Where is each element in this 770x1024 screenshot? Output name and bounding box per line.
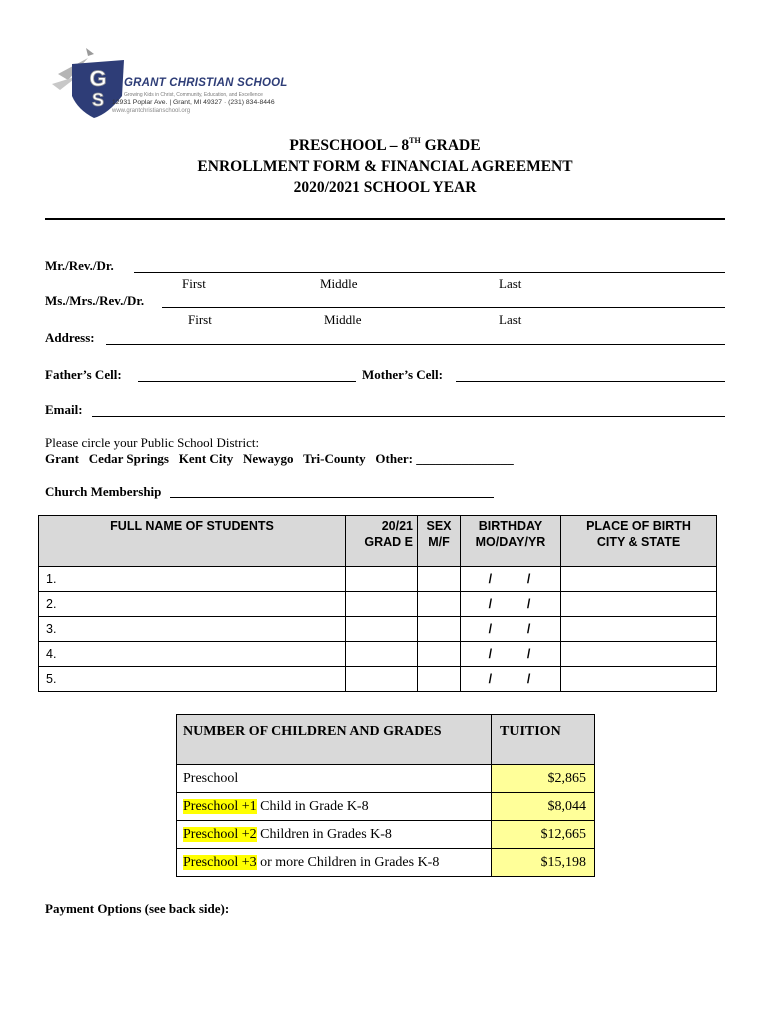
birthday-cell[interactable]: / / [461, 567, 561, 592]
grade-cell[interactable] [346, 592, 418, 617]
table-row [177, 793, 595, 821]
table-row [39, 667, 717, 692]
student-name-cell[interactable]: 2. [39, 592, 346, 617]
father-name-field[interactable] [134, 272, 725, 273]
birthplace-cell[interactable] [561, 642, 717, 667]
table-row [177, 821, 595, 849]
birthplace-cell[interactable] [561, 617, 717, 642]
school-address: 12931 Poplar Ave. | Grant, MI 49327 · (231) 834-8446 [112, 99, 275, 106]
birthplace-cell[interactable] [561, 592, 717, 617]
district-prompt: Please circle your Public School District: [45, 435, 260, 450]
birthday-cell[interactable]: / / [461, 617, 561, 642]
sex-cell[interactable] [418, 592, 461, 617]
tuition-option-text: Children in Grades K-8 [256, 826, 392, 842]
tuition-option [177, 849, 492, 877]
students-table-header [39, 516, 717, 567]
table-row [39, 567, 717, 592]
title-divider [45, 218, 725, 220]
church-membership-field[interactable] [170, 497, 494, 498]
header-sex: SEX M/F [418, 516, 461, 567]
mother-cell-label: Mother’s Cell: [362, 367, 443, 382]
mother-name-label: Ms./Mrs./Rev./Dr. [45, 293, 145, 308]
tuition-price: $12,665 [492, 821, 595, 849]
father-cell-label: Father’s Cell: [45, 367, 122, 382]
tuition-option-text: Preschool [183, 770, 239, 786]
tuition-table-header [177, 715, 595, 765]
district-options[interactable]: Grant Cedar Springs Kent City Newaygo Tri-County Other: _______________ [45, 451, 514, 466]
svg-text:S: S [91, 90, 105, 110]
sex-cell[interactable] [418, 642, 461, 667]
form-title-line1: PRESCHOOL – 8TH GRADE [289, 136, 481, 154]
birthday-cell[interactable]: / / [461, 667, 561, 692]
father-cell-field[interactable] [138, 381, 356, 382]
birthplace-cell[interactable] [561, 667, 717, 692]
mother-last-caption: Last [499, 312, 522, 327]
tuition-option-highlight: Preschool +2 [183, 826, 257, 842]
tuition-price: $15,198 [492, 849, 595, 877]
table-row [177, 765, 595, 793]
email-label: Email: [45, 402, 83, 417]
grade-cell[interactable] [346, 667, 418, 692]
student-name-cell[interactable]: 1. [39, 567, 346, 592]
table-row [39, 592, 717, 617]
tuition-option [177, 793, 492, 821]
mother-first-caption: First [188, 312, 212, 327]
birthday-cell[interactable]: / / [461, 592, 561, 617]
tuition-price: $8,044 [492, 793, 595, 821]
table-row [39, 642, 717, 667]
grade-cell[interactable] [346, 617, 418, 642]
table-row [39, 617, 717, 642]
tuition-option [177, 765, 492, 793]
school-website: www.grantchristianschool.org [112, 108, 191, 114]
form-title-line2: ENROLLMENT FORM & FINANCIAL AGREEMENT [197, 158, 573, 175]
email-field[interactable] [92, 416, 725, 417]
sex-cell[interactable] [418, 617, 461, 642]
students-table [38, 515, 717, 692]
school-tagline: Growing Kids in Christ, Community, Education, and Excellence [124, 92, 263, 98]
header-children-grades: NUMBER OF CHILDREN AND GRADES [177, 715, 492, 765]
form-title-line3: 2020/2021 SCHOOL YEAR [293, 179, 477, 196]
tuition-option [177, 821, 492, 849]
tuition-option-highlight: Preschool +1 [183, 798, 257, 814]
address-label: Address: [45, 330, 95, 345]
svg-text:G: G [89, 66, 107, 91]
sex-cell[interactable] [418, 667, 461, 692]
birthday-cell[interactable]: / / [461, 642, 561, 667]
tuition-option-text: or more Children in Grades K-8 [256, 854, 440, 870]
father-middle-caption: Middle [320, 276, 358, 291]
header-birthday: BIRTHDAY MO/DAY/YR [461, 516, 561, 567]
student-name-cell[interactable]: 3. [39, 617, 346, 642]
tuition-price: $2,865 [492, 765, 595, 793]
father-first-caption: First [182, 276, 206, 291]
header-tuition: TUITION [492, 715, 595, 765]
header-student-name: FULL NAME OF STUDENTS [39, 516, 346, 567]
birthplace-cell[interactable] [561, 567, 717, 592]
mother-name-field[interactable] [162, 307, 725, 308]
father-name-label: Mr./Rev./Dr. [45, 258, 114, 273]
grade-cell[interactable] [346, 567, 418, 592]
mother-middle-caption: Middle [324, 312, 362, 327]
tuition-table [176, 714, 595, 877]
payment-options-label: Payment Options (see back side): [45, 901, 230, 916]
school-name: GRANT CHRISTIAN SCHOOL [124, 77, 288, 89]
table-row [177, 849, 595, 877]
tuition-option-highlight: Preschool +3 [183, 854, 257, 870]
student-name-cell[interactable]: 4. [39, 642, 346, 667]
address-field[interactable] [106, 344, 725, 345]
header-grade: 20/21 GRAD E [346, 516, 418, 567]
mother-cell-field[interactable] [456, 381, 725, 382]
sex-cell[interactable] [418, 567, 461, 592]
church-membership-label: Church Membership [45, 484, 162, 499]
grade-cell[interactable] [346, 642, 418, 667]
tuition-option-text: Child in Grade K-8 [256, 798, 369, 814]
student-name-cell[interactable]: 5. [39, 667, 346, 692]
father-last-caption: Last [499, 276, 522, 291]
header-birthplace: PLACE OF BIRTH CITY & STATE [561, 516, 717, 567]
